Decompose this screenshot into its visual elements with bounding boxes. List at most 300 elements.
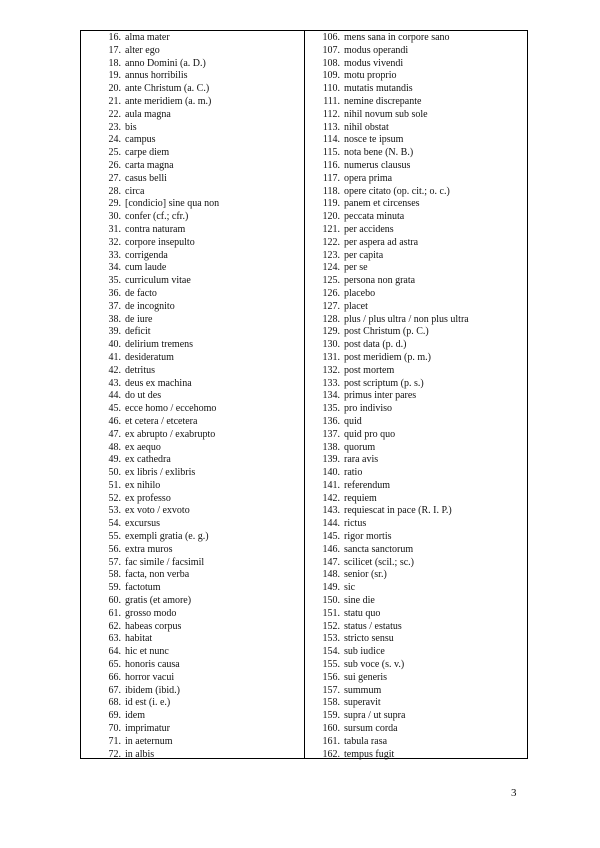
item-number: 44.	[108, 390, 121, 402]
item-term: anno Domini (a. D.)	[125, 57, 206, 69]
item-number: 53.	[108, 505, 121, 517]
list-item	[305, 352, 527, 365]
item-number: 107.	[322, 44, 340, 56]
item-term: primus inter pares	[344, 390, 417, 402]
list-item	[81, 301, 304, 314]
item-number: 60.	[108, 595, 121, 607]
list-item	[305, 250, 527, 263]
item-term: quorum	[344, 441, 376, 453]
list-item	[305, 339, 527, 352]
list-item	[81, 672, 304, 685]
item-term: circa	[125, 185, 145, 197]
item-term: sui generis	[344, 671, 388, 683]
item-number: 141.	[322, 479, 340, 491]
item-term: ante meridiem (a. m.)	[125, 95, 212, 107]
item-number: 41.	[108, 351, 121, 363]
list-item	[305, 173, 527, 186]
item-number: 31.	[108, 223, 121, 235]
list-item	[81, 378, 304, 391]
item-term: nihil obstat	[344, 121, 389, 133]
item-term: curriculum vitae	[125, 275, 191, 287]
list-item	[305, 134, 527, 147]
list-item	[305, 275, 527, 288]
item-term: sub iudice	[344, 646, 385, 658]
item-term: requiem	[344, 492, 377, 504]
item-term: motu proprio	[344, 70, 397, 82]
item-number: 148.	[322, 569, 340, 581]
item-number: 123.	[322, 249, 340, 261]
list-item	[305, 147, 527, 160]
item-number: 132.	[322, 364, 340, 376]
item-term: alter ego	[125, 44, 160, 56]
list-item	[305, 160, 527, 173]
list-item	[81, 147, 304, 160]
item-number: 133.	[322, 377, 340, 389]
list-item	[305, 365, 527, 378]
item-term: tempus fugit	[344, 748, 395, 760]
item-term: placet	[344, 300, 368, 312]
item-number: 47.	[108, 428, 121, 440]
item-term: habeas corpus	[125, 620, 182, 632]
item-number: 61.	[108, 607, 121, 619]
item-term: bis	[125, 121, 137, 133]
item-number: 27.	[108, 172, 121, 184]
item-term: ex abrupto / exabrupto	[125, 428, 216, 440]
item-number: 145.	[322, 531, 340, 543]
item-term: placebo	[344, 287, 376, 299]
list-item	[305, 672, 527, 685]
list-item	[305, 96, 527, 109]
list-item	[81, 314, 304, 327]
item-number: 56.	[108, 543, 121, 555]
list-item	[81, 697, 304, 710]
item-number: 52.	[108, 492, 121, 504]
item-term: aula magna	[125, 108, 171, 120]
list-item	[305, 749, 527, 762]
item-term: habitat	[125, 633, 153, 645]
item-number: 24.	[108, 134, 121, 146]
list-item	[305, 518, 527, 531]
item-number: 161.	[322, 735, 340, 747]
item-term: imprimatur	[125, 723, 170, 735]
item-number: 58.	[108, 569, 121, 581]
item-number: 150.	[322, 595, 340, 607]
list-item	[305, 621, 527, 634]
item-term: rara avis	[344, 454, 379, 466]
list-item	[305, 505, 527, 518]
list-item	[305, 480, 527, 493]
item-term: excursus	[125, 518, 160, 530]
item-term: nota bene (N. B.)	[344, 147, 414, 159]
item-number: 159.	[322, 710, 340, 722]
item-term: sine die	[344, 595, 375, 607]
item-term: mutatis mutandis	[344, 83, 413, 95]
list-item	[81, 390, 304, 403]
list-item	[81, 544, 304, 557]
item-term: post scriptum (p. s.)	[344, 377, 424, 389]
item-term: post meridiem (p. m.)	[344, 351, 431, 363]
list-item	[81, 595, 304, 608]
item-term: ibidem (ibid.)	[125, 684, 180, 696]
item-term: campus	[125, 134, 156, 146]
item-number: 119.	[322, 198, 340, 210]
list-item	[305, 70, 527, 83]
list-item	[305, 736, 527, 749]
item-number: 153.	[322, 633, 340, 645]
list-item	[81, 352, 304, 365]
item-term: opera prima	[344, 172, 393, 184]
item-number: 63.	[108, 633, 121, 645]
item-number: 48.	[108, 441, 121, 453]
list-item	[81, 224, 304, 237]
item-term: per capita	[344, 249, 384, 261]
item-number: 71.	[108, 735, 121, 747]
list-item	[305, 582, 527, 595]
item-term: supra / ut supra	[344, 710, 406, 722]
item-number: 68.	[108, 697, 121, 709]
list-item	[305, 723, 527, 736]
item-term: mens sana in corpore sano	[344, 32, 450, 43]
item-number: 106.	[322, 32, 340, 43]
item-number: 21.	[108, 95, 121, 107]
list-item	[81, 442, 304, 455]
item-number: 32.	[108, 236, 121, 248]
list-item	[81, 467, 304, 480]
item-number: 113.	[322, 121, 340, 133]
item-term: deus ex machina	[125, 377, 192, 389]
list-item	[81, 710, 304, 723]
item-number: 20.	[108, 83, 121, 95]
item-number: 147.	[322, 556, 340, 568]
item-number: 67.	[108, 684, 121, 696]
item-number: 17.	[108, 44, 121, 56]
list-item	[305, 454, 527, 467]
list-item	[81, 262, 304, 275]
item-number: 139.	[322, 454, 340, 466]
item-number: 156.	[322, 671, 340, 683]
list-item	[305, 288, 527, 301]
item-term: facta, non verba	[125, 569, 190, 581]
list-item	[81, 480, 304, 493]
list-item	[305, 237, 527, 250]
item-number: 30.	[108, 211, 121, 223]
item-term: casus belli	[125, 172, 167, 184]
list-item	[81, 557, 304, 570]
list-item	[81, 736, 304, 749]
item-term: opere citato (op. cit.; o. c.)	[344, 185, 450, 197]
list-item	[81, 608, 304, 621]
item-term: ex cathedra	[125, 454, 171, 466]
item-number: 39.	[108, 326, 121, 338]
item-term: ante Christum (a. C.)	[125, 83, 210, 95]
list-item	[305, 224, 527, 237]
item-number: 116.	[322, 159, 340, 171]
item-number: 157.	[322, 684, 340, 696]
list-item	[81, 186, 304, 199]
item-number: 126.	[322, 287, 340, 299]
item-term: hic et nunc	[125, 646, 169, 658]
item-number: 146.	[322, 543, 340, 555]
item-number: 69.	[108, 710, 121, 722]
item-number: 37.	[108, 300, 121, 312]
item-number: 135.	[322, 403, 340, 415]
item-number: 36.	[108, 287, 121, 299]
item-number: 25.	[108, 147, 121, 159]
list-item	[81, 429, 304, 442]
list-item	[81, 32, 304, 45]
list-item	[305, 83, 527, 96]
item-term: corrigenda	[125, 249, 168, 261]
list-item	[81, 122, 304, 135]
list-item	[81, 275, 304, 288]
page-number: 3	[511, 787, 517, 799]
list-item	[305, 262, 527, 275]
item-number: 66.	[108, 671, 121, 683]
list-item	[81, 582, 304, 595]
latin-phrases-table	[80, 30, 528, 759]
item-term: rictus	[344, 518, 367, 530]
item-number: 72.	[108, 748, 121, 760]
item-term: status / estatus	[344, 620, 402, 632]
item-number: 109.	[322, 70, 340, 82]
left-column	[81, 31, 305, 758]
list-item	[305, 697, 527, 710]
item-term: idem	[125, 710, 145, 722]
item-term: gratis (et amore)	[125, 595, 192, 607]
item-number: 42.	[108, 364, 121, 376]
list-item	[305, 211, 527, 224]
item-term: id est (i. e.)	[125, 697, 171, 709]
item-term: horror vacui	[125, 671, 175, 683]
item-number: 142.	[322, 492, 340, 504]
list-item	[305, 58, 527, 71]
item-number: 144.	[322, 518, 340, 530]
item-term: ex libris / exlibris	[125, 467, 196, 479]
item-term: panem et circenses	[344, 198, 420, 210]
list-item	[81, 134, 304, 147]
item-number: 152.	[322, 620, 340, 632]
item-term: persona non grata	[344, 275, 416, 287]
list-item	[305, 198, 527, 211]
item-term: post mortem	[344, 364, 395, 376]
list-item	[305, 378, 527, 391]
item-number: 59.	[108, 582, 121, 594]
item-term: contra naturam	[125, 223, 186, 235]
item-number: 18.	[108, 57, 121, 69]
item-number: 130.	[322, 339, 340, 351]
list-item	[305, 544, 527, 557]
item-term: de facto	[125, 287, 157, 299]
item-number: 19.	[108, 70, 121, 82]
item-term: de incognito	[125, 300, 175, 312]
list-item	[81, 83, 304, 96]
item-term: fac simile / facsimil	[125, 556, 205, 568]
item-number: 57.	[108, 556, 121, 568]
item-term: deficit	[125, 326, 151, 338]
item-term: do ut des	[125, 390, 162, 402]
item-term: modus operandi	[344, 44, 409, 56]
list-item	[81, 454, 304, 467]
item-term: annus horribilis	[125, 70, 188, 82]
item-term: per se	[344, 262, 368, 274]
list-item	[81, 70, 304, 83]
item-term: scilicet (scil.; sc.)	[344, 556, 414, 568]
item-number: 118.	[322, 185, 340, 197]
item-number: 129.	[322, 326, 340, 338]
item-term: honoris causa	[125, 659, 180, 671]
item-number: 155.	[322, 659, 340, 671]
list-item	[305, 531, 527, 544]
list-item	[81, 237, 304, 250]
item-term: superavit	[344, 697, 381, 709]
list-item	[305, 326, 527, 339]
item-term: ex aequo	[125, 441, 161, 453]
list-item	[81, 160, 304, 173]
list-item	[305, 659, 527, 672]
item-number: 23.	[108, 121, 121, 133]
list-item	[305, 633, 527, 646]
item-number: 64.	[108, 646, 121, 658]
list-item	[305, 390, 527, 403]
list-item	[81, 659, 304, 672]
item-term: ratio	[344, 467, 363, 479]
item-term: exempli gratia (e. g.)	[125, 531, 209, 543]
item-number: 51.	[108, 479, 121, 491]
list-item	[305, 595, 527, 608]
item-term: senior (sr.)	[344, 569, 387, 581]
item-term: sursum corda	[344, 723, 398, 735]
item-term: modus vivendi	[344, 57, 404, 69]
list-item	[81, 173, 304, 186]
item-term: plus / plus ultra / non plus ultra	[344, 313, 469, 325]
list-item	[81, 505, 304, 518]
item-term: confer (cf.; cfr.)	[125, 211, 189, 223]
list-item	[305, 32, 527, 45]
item-number: 162.	[322, 748, 340, 760]
list-item	[81, 633, 304, 646]
item-term: delirium tremens	[125, 339, 194, 351]
item-term: quid pro quo	[344, 428, 396, 440]
list-item	[305, 109, 527, 122]
list-item	[81, 518, 304, 531]
item-term: alma mater	[125, 32, 170, 43]
item-number: 26.	[108, 159, 121, 171]
item-term: factotum	[125, 582, 161, 594]
item-term: statu quo	[344, 607, 381, 619]
list-item	[81, 339, 304, 352]
item-number: 16.	[108, 32, 121, 43]
item-term: ecce homo / eccehomo	[125, 403, 217, 415]
item-number: 136.	[322, 415, 340, 427]
item-term: grosso modo	[125, 607, 177, 619]
item-term: nihil novum sub sole	[344, 108, 428, 120]
item-number: 110.	[322, 83, 340, 95]
item-number: 131.	[322, 351, 340, 363]
item-term: carpe diem	[125, 147, 170, 159]
item-number: 112.	[322, 108, 340, 120]
item-number: 111.	[323, 95, 340, 107]
item-number: 38.	[108, 313, 121, 325]
item-term: rigor mortis	[344, 531, 392, 543]
item-term: de iure	[125, 313, 153, 325]
list-item	[81, 250, 304, 263]
item-number: 29.	[108, 198, 121, 210]
item-term: sancta sanctorum	[344, 543, 414, 555]
item-number: 40.	[108, 339, 121, 351]
list-item	[81, 211, 304, 224]
item-term: extra muros	[125, 543, 173, 555]
list-item	[81, 749, 304, 762]
item-term: nosce te ipsum	[344, 134, 404, 146]
item-number: 160.	[322, 723, 340, 735]
item-term: requiescat in pace (R. I. P.)	[344, 505, 452, 517]
item-number: 115.	[322, 147, 340, 159]
item-number: 122.	[322, 236, 340, 248]
item-number: 127.	[322, 300, 340, 312]
item-term: ex voto / exvoto	[125, 505, 190, 517]
item-number: 137.	[322, 428, 340, 440]
item-number: 65.	[108, 659, 121, 671]
item-term: nemine discrepante	[344, 95, 422, 107]
item-number: 46.	[108, 415, 121, 427]
item-term: sic	[344, 582, 356, 594]
list-item	[81, 531, 304, 544]
item-number: 124.	[322, 262, 340, 274]
item-term: cum laude	[125, 262, 167, 274]
list-item	[81, 621, 304, 634]
list-item	[305, 493, 527, 506]
item-number: 151.	[322, 607, 340, 619]
list-item	[305, 45, 527, 58]
list-item	[305, 314, 527, 327]
item-term: quid	[344, 415, 362, 427]
list-item	[81, 96, 304, 109]
item-term: stricto sensu	[344, 633, 394, 645]
item-number: 34.	[108, 262, 121, 274]
item-term: detritus	[125, 364, 155, 376]
item-number: 33.	[108, 249, 121, 261]
item-number: 70.	[108, 723, 121, 735]
item-number: 62.	[108, 620, 121, 632]
list-item	[81, 685, 304, 698]
list-item	[81, 493, 304, 506]
list-item	[305, 685, 527, 698]
item-term: in aeternum	[125, 735, 173, 747]
item-number: 140.	[322, 467, 340, 479]
list-item	[305, 403, 527, 416]
list-item	[305, 557, 527, 570]
item-term: et cetera / etcetera	[125, 415, 198, 427]
item-number: 35.	[108, 275, 121, 287]
item-number: 114.	[322, 134, 340, 146]
item-term: numerus clausus	[344, 159, 411, 171]
item-number: 120.	[322, 211, 340, 223]
list-item	[81, 416, 304, 429]
list-item	[305, 416, 527, 429]
list-item	[305, 608, 527, 621]
list-item	[81, 723, 304, 736]
list-item	[305, 429, 527, 442]
item-number: 55.	[108, 531, 121, 543]
list-item	[81, 288, 304, 301]
list-item	[81, 326, 304, 339]
item-number: 43.	[108, 377, 121, 389]
list-item	[81, 45, 304, 58]
right-column	[305, 31, 527, 758]
item-number: 117.	[322, 172, 340, 184]
item-term: summum	[344, 684, 382, 696]
list-item	[81, 109, 304, 122]
